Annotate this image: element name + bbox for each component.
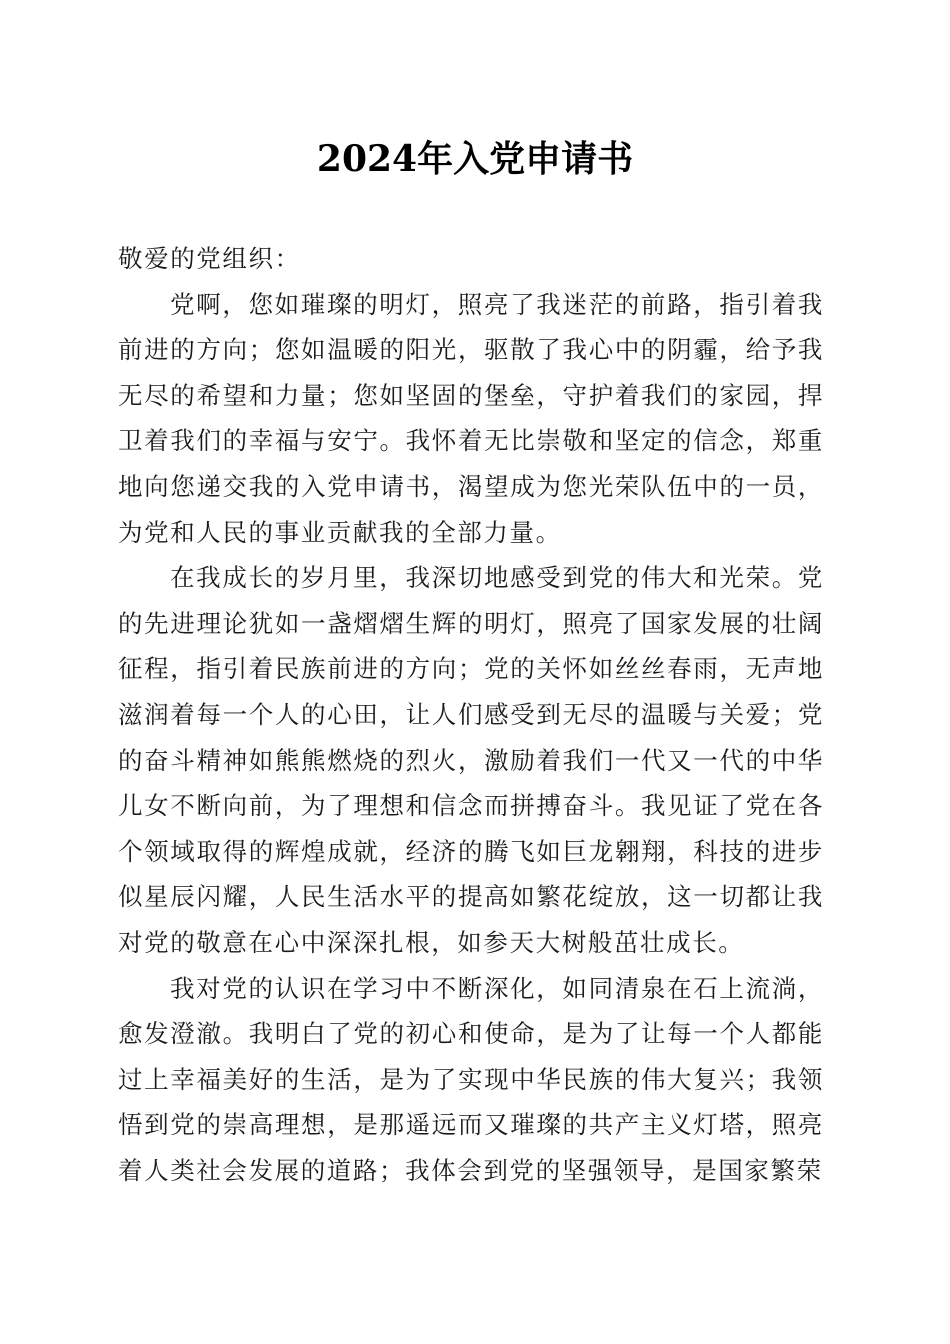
salutation: 敬爱的党组织： [118,244,301,273]
paragraph-3: 我对党的认识在学习中不断深化，如同清泉在石上流淌，愈发澄澈。我明白了党的初心和使命，是为了让每一个人都能过上幸福美好的生活，是为了实现中华民族的伟大复兴；我领悟到党的崇高理想，是那遥远而又璀璨的共产主义灯塔，照亮着人类社会发展的道路；我体会到党的坚强领导，是国家繁荣 [118,973,824,1185]
document-title: 2024年入党申请书 [316,138,634,180]
paragraph-2: 在我成长的岁月里，我深切地感受到党的伟大和光荣。党的先进理论犹如一盏熠熠生辉的明灯，照亮了国家发展的壮阔征程，指引着民族前进的方向；党的关怀如丝丝春雨，无声地滋润着每一个人的心田，让人们感受到无尽的温暖与关爱；党的奋斗精神如熊熊燃烧的烈火，激励着我们一代又一代的中华儿女不断向前，为了理想和信念而拼搏奋斗。我见证了党在各个领域取得的辉煌成就，经济的腾飞如巨龙翱翔，科技的进步似星辰闪耀，人民生活水平的提高如繁花绽放，这一切都让我对党的敬意在心中深深扎根，如参天大树般茁壮成长。 [118,563,824,957]
paragraph-1: 党啊，您如璀璨的明灯，照亮了我迷茫的前路，指引着我前进的方向；您如温暖的阳光，驱散了我心中的阴霾，给予我无尽的希望和力量；您如坚固的堡垒，守护着我们的家园，捍卫着我们的幸福与安宁。我怀着无比崇敬和坚定的信念，郑重地向您递交我的入党申请书，渴望成为您光荣队伍中的一员，为党和人民的事业贡献我的全部力量。 [118,289,824,547]
document-body [118,236,824,1193]
